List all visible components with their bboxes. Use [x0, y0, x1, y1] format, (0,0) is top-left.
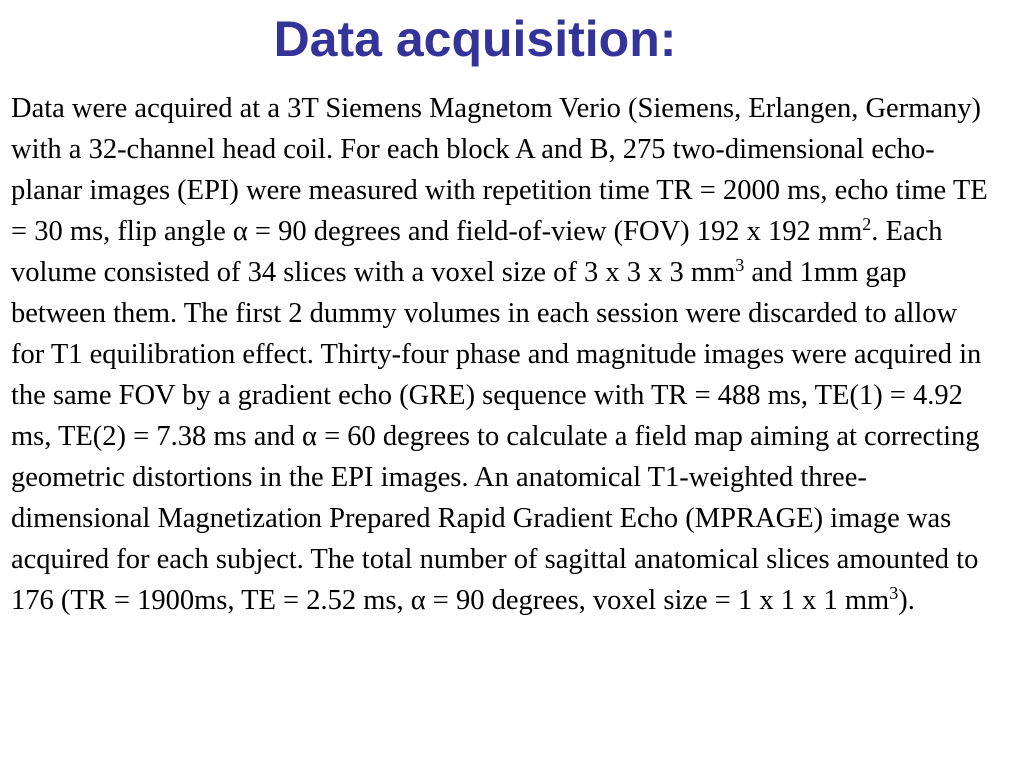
superscript-squared: 2 — [862, 214, 872, 234]
paragraph-segment: Data were acquired at a 3T Siemens Magnetom Verio (Siemens, Erlangen, Germany) with a 32-channel head coil. For each block A and B, 275 two-dimensional echo-planar images (EPI) were measured with repetition time TR = 2000 ms, echo time TE = 30 ms, flip angle α = 90 degrees and field-of-view (FOV) 192 x 192 mm — [11, 93, 988, 247]
body-paragraph — [11, 88, 991, 621]
slide-title: Data acquisition: — [273, 11, 677, 67]
paragraph-segment: and 1mm gap between them. The first 2 dummy volumes in each session were discarded to allow for T1 equilibration effect. Thirty-four phase and magnitude images were acquired in the same FOV by a gradient echo (GRE) sequence with TR = 488 ms, TE(1) = 4.92 ms, TE(2) = 7.38 ms and α = 60 degrees to calculate a field map aiming at correcting geometric distortions in the EPI images. An anatomical T1-weighted three-dimensional Magnetization Prepared Rapid Gradient Echo (MPRAGE) image was acquired for each subject. The total number of sagittal anatomical slices amounted to 176 (TR = 1900ms, TE = 2.52 ms, α = 90 degrees, voxel size = 1 x 1 x 1 mm — [11, 257, 982, 616]
superscript-cubed: 3 — [889, 583, 899, 603]
superscript-cubed: 3 — [735, 255, 745, 275]
paragraph-segment: . Each volume consisted of 34 slices with a voxel size of 3 x 3 x 3 mm — [11, 216, 943, 288]
paragraph-segment: ). — [898, 585, 915, 616]
